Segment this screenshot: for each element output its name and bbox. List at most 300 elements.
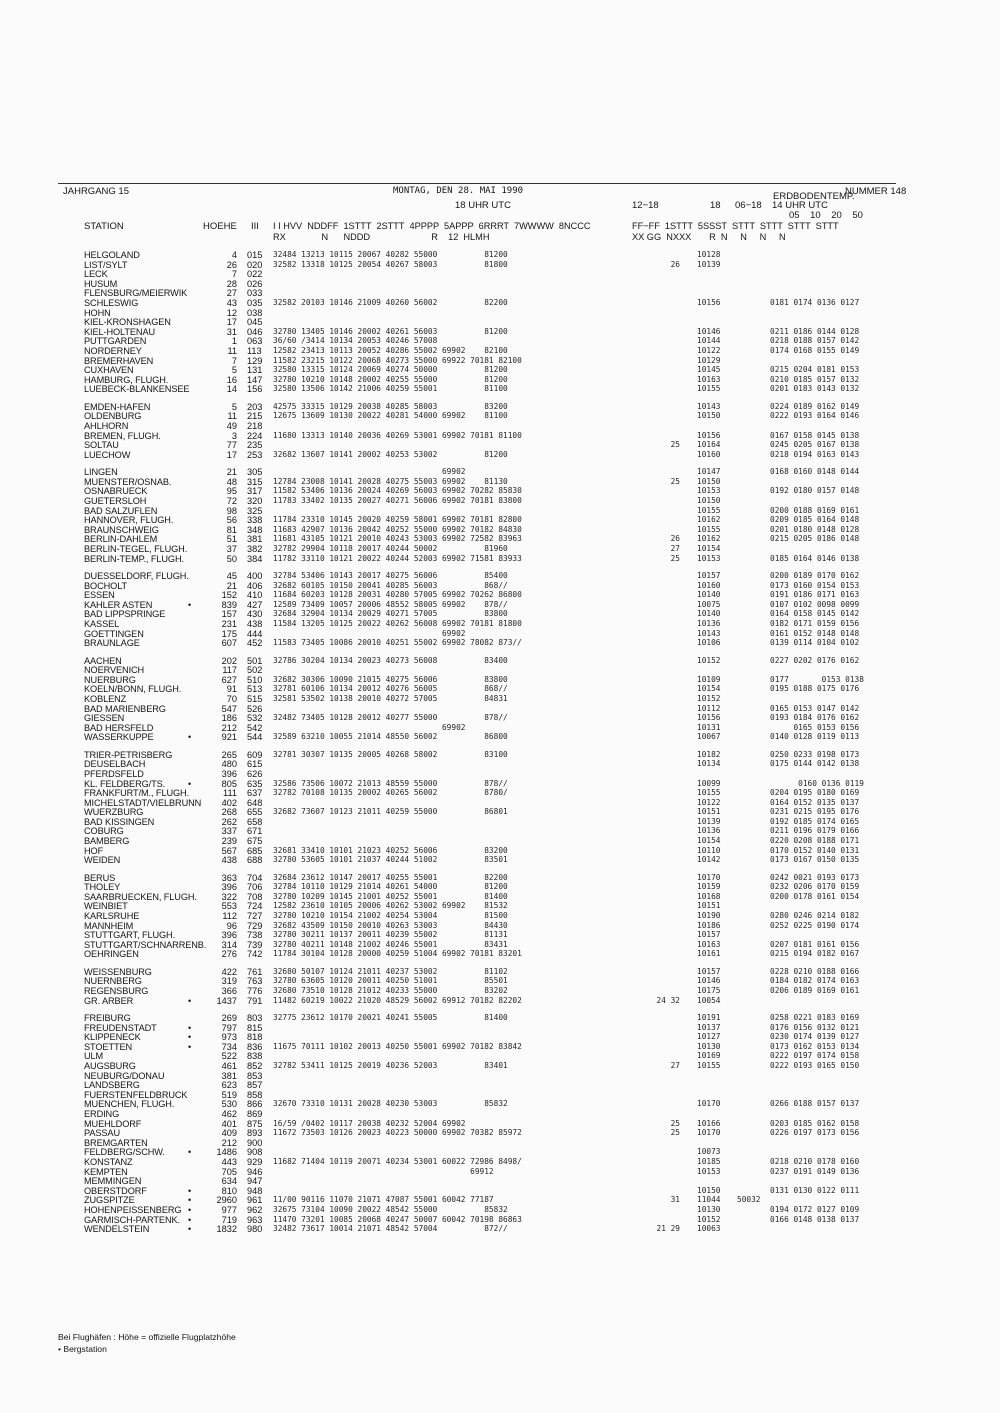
- station-name: WUERZBURG: [84, 807, 144, 818]
- mountain-station-bullet: •: [188, 995, 192, 1006]
- station-name: BAD MARIENBERG: [84, 703, 166, 714]
- max-temp-group: 10147: [697, 467, 721, 477]
- station-elevation: 152: [221, 590, 237, 601]
- synop-groups: 32684 23612 10147 20017 40255 55001 82200: [273, 872, 508, 882]
- max-temp-group: 10153: [697, 553, 721, 563]
- max-temp-group: 10156: [697, 297, 721, 307]
- max-temp-group: 10186: [697, 920, 721, 930]
- station-id: 156: [247, 384, 263, 395]
- station-elevation: 973: [221, 1032, 237, 1043]
- extreme-temps: 24 32: [656, 995, 680, 1005]
- station-name: LUECHOW: [84, 449, 131, 460]
- table-row: [0, 986, 1000, 996]
- station-elevation: 231: [221, 618, 237, 629]
- max-temp-group: 10112: [697, 703, 721, 713]
- station-id: 131: [247, 365, 263, 376]
- station-elevation: 1437: [216, 995, 237, 1006]
- table-row: [0, 619, 1000, 629]
- station-id: 739: [247, 939, 263, 950]
- extreme-temps: 26: [670, 534, 680, 544]
- station-id: 962: [247, 1204, 263, 1215]
- station-elevation: 27: [226, 288, 237, 299]
- earth-temperatures: 0228 0210 0188 0166: [770, 966, 860, 976]
- station-name: TRIER-PETRISBERG: [84, 749, 173, 760]
- earth-temperatures: 0220 0208 0188 0171: [770, 836, 860, 846]
- station-id: 615: [247, 759, 263, 770]
- station-name: BAD SALZUFLEN: [84, 505, 158, 516]
- table-row: [0, 817, 1000, 827]
- table-row: [0, 1119, 1000, 1129]
- max-temp-group: 10073: [697, 1147, 721, 1157]
- synop-groups: 32782 70108 10135 20002 40265 56002 8780/: [273, 788, 508, 798]
- station-elevation: 212: [221, 722, 237, 733]
- extreme-temps: 25: [670, 476, 680, 486]
- station-id: 406: [247, 580, 263, 591]
- table-row: [0, 1186, 1000, 1196]
- station-name: BAD HERSFELD: [84, 722, 154, 733]
- earth-temp-time: 14 UHR UTC: [772, 200, 828, 211]
- table-row: [0, 581, 1000, 591]
- station-id: 026: [247, 278, 263, 289]
- station-name: BERLIN-DAHLEM: [84, 534, 158, 545]
- synop-groups: 36/60 /3414 10134 20053 40246 57008: [273, 336, 438, 346]
- code-header-2: RX N NDDD R 12 HLMH: [273, 232, 490, 242]
- station-elevation: 96: [226, 920, 237, 931]
- station-elevation: 91: [226, 684, 237, 695]
- max-temp-group: 10153: [697, 486, 721, 496]
- station-elevation: 186: [221, 713, 237, 724]
- table-row: [0, 656, 1000, 666]
- station-elevation: 977: [221, 1204, 237, 1215]
- earth-temperatures: 0218 0188 0157 0142: [770, 336, 860, 346]
- station-id: 438: [247, 618, 263, 629]
- synop-groups: 11482 60219 10022 21020 48529 56002 69912 70182 82202: [273, 995, 522, 1005]
- max-temp-group: 10154: [697, 684, 721, 694]
- earth-temperatures: 0227 0202 0176 0162: [770, 655, 860, 665]
- max-temp-group: 10157: [697, 966, 721, 976]
- synop-groups: 32780 63605 10120 20011 40250 51001 85501: [273, 976, 508, 986]
- max-temp-group: 10160: [697, 580, 721, 590]
- station-id: 609: [247, 749, 263, 760]
- station-name: KOELN/BONN, FLUGH.: [84, 684, 182, 695]
- station-elevation: 462: [221, 1109, 237, 1120]
- station-group: [0, 571, 1000, 648]
- station-name: MUENCHEN, FLUGH.: [84, 1099, 175, 1110]
- max-temp-group: 10155: [697, 788, 721, 798]
- station-elevation: 547: [221, 703, 237, 714]
- station-id: 382: [247, 543, 263, 554]
- synop-groups: 11681 43105 10121 20010 40243 53003 69902 72582 83963: [273, 534, 522, 544]
- station-table: [0, 250, 1000, 1242]
- station-id: 320: [247, 495, 263, 506]
- station-id: 513: [247, 684, 263, 695]
- station-elevation: 522: [221, 1051, 237, 1062]
- synop-groups: 32484 13213 10115 20067 40282 55000 81200: [273, 250, 508, 259]
- synop-groups: 16/59 /0402 10117 20038 40232 52004 69902: [273, 1118, 466, 1128]
- station-id: 929: [247, 1157, 263, 1167]
- station-name: ESSEN: [84, 590, 115, 601]
- earth-temperatures: 0173 0162 0153 0134: [770, 1041, 860, 1051]
- table-row: [0, 431, 1000, 441]
- station-elevation: 402: [221, 797, 237, 808]
- mountain-station-bullet: •: [188, 1032, 192, 1043]
- station-id: 501: [247, 655, 263, 666]
- mountain-station-bullet: •: [188, 599, 192, 610]
- earth-temperatures: 0175 0144 0142 0138: [770, 759, 860, 769]
- earth-temperatures: 0176 0156 0132 0121: [770, 1022, 860, 1032]
- earth-temperatures: 0107 0102 0098 0099: [770, 599, 860, 609]
- earth-temp-title: ERDBODENTEMP.: [773, 191, 855, 202]
- table-row: [0, 892, 1000, 902]
- station-name: DEUSELBACH: [84, 759, 146, 770]
- max-temp-group: 10140: [697, 590, 721, 600]
- station-elevation: 262: [221, 816, 237, 827]
- earth-temperatures: 0211 0196 0179 0166: [770, 826, 860, 836]
- station-name: BREMGARTEN: [84, 1137, 148, 1148]
- station-name: COBURG: [84, 826, 124, 837]
- table-row: [0, 1167, 1000, 1177]
- station-name: SAARBRUECKEN, FLUGH.: [84, 891, 197, 902]
- table-row: [0, 713, 1000, 723]
- station-name: MICHELSTADT/VIELBRUNN: [84, 797, 202, 808]
- max-temp-group: 10150: [697, 1185, 721, 1195]
- station-elevation: 2960: [216, 1195, 237, 1206]
- mountain-station-bullet: •: [188, 1041, 192, 1052]
- station-id: 658: [247, 816, 263, 827]
- station-elevation: 26: [226, 259, 237, 270]
- station-group: [0, 873, 1000, 959]
- station-name: BERLIN-TEGEL, FLUGH.: [84, 543, 188, 554]
- table-row: [0, 534, 1000, 544]
- station-id: 033: [247, 288, 263, 299]
- mountain-station-bullet: •: [188, 778, 192, 789]
- station-elevation: 157: [221, 609, 237, 620]
- max-temp-group: 10054: [697, 995, 721, 1005]
- station-elevation: 337: [221, 826, 237, 837]
- station-name: OLDENBURG: [84, 411, 142, 422]
- station-name: HANNOVER, FLUGH.: [84, 515, 174, 526]
- station-id: 444: [247, 628, 263, 639]
- max-temp-group: 10154: [697, 543, 721, 553]
- code-header-1: I I HVV NDDFF 1STTT 2STTT 4PPPP 5APPP 6RRRT 7WWWW 8NCCC: [273, 221, 591, 231]
- earth-temperatures: 0174 0168 0155 0149: [770, 345, 860, 355]
- synop-groups: 32780 13405 10146 20002 40261 56003 81200: [273, 326, 508, 336]
- station-id: 980: [247, 1224, 263, 1235]
- station-name: NORDERNEY: [84, 345, 142, 356]
- station-name: HOF: [84, 845, 104, 856]
- extreme-temps: 27: [670, 1061, 680, 1071]
- station-elevation: 269: [221, 1013, 237, 1024]
- extreme-temps: 26: [670, 259, 680, 269]
- extreme-temps: 31: [670, 1195, 680, 1205]
- station-name: HOHENPEISSENBERG: [84, 1204, 182, 1215]
- station-id: 908: [247, 1147, 263, 1158]
- station-elevation: 50: [226, 553, 237, 564]
- station-name: LANDSBERG: [84, 1080, 140, 1091]
- station-elevation: 7: [231, 355, 237, 366]
- earth-temperatures: 0181 0174 0136 0127: [770, 297, 860, 307]
- station-name: MUEHLDORF: [84, 1118, 142, 1129]
- table-row: [0, 704, 1000, 714]
- max-temp-group: 10166: [697, 1118, 721, 1128]
- table-row: [0, 807, 1000, 817]
- synop-groups: 32786 30204 10134 20023 40273 56008 83400: [273, 655, 508, 665]
- table-row: [0, 327, 1000, 337]
- max-temp-group: 10152: [697, 655, 721, 665]
- max-temp-group: 10162: [697, 534, 721, 544]
- max-temp-group: 10142: [697, 855, 721, 865]
- station-id: 724: [247, 901, 263, 912]
- max-temp-group: 10151: [697, 807, 721, 817]
- station-name: ULM: [84, 1051, 104, 1062]
- synop-groups: 32582 20103 10146 21009 40260 56002 82200: [273, 297, 508, 307]
- station-id: 015: [247, 250, 263, 260]
- earth-temperatures: 0192 0180 0157 0148: [770, 486, 860, 496]
- table-row: [0, 590, 1000, 600]
- station-id: 776: [247, 986, 263, 997]
- station-elevation: 422: [221, 966, 237, 977]
- station-name: CUXHAVEN: [84, 365, 134, 376]
- station-name: KAHLER ASTEN: [84, 599, 153, 610]
- max-temp-group: 10127: [697, 1032, 721, 1042]
- synop-groups: 32775 23612 10170 20021 40241 55005 81400: [273, 1013, 508, 1023]
- station-name: KOBLENZ: [84, 693, 127, 704]
- station-elevation: 1: [231, 336, 237, 347]
- footnote-mountain: • Bergstation: [58, 1344, 107, 1354]
- synop-groups: 32780 53605 10101 21037 40244 51002 83501: [273, 855, 508, 865]
- station-group: [0, 750, 1000, 865]
- station-id: 427: [247, 599, 263, 610]
- station-name: HUSUM: [84, 278, 118, 289]
- max-temp-group: 10129: [697, 355, 721, 365]
- table-row: [0, 1099, 1000, 1109]
- earth-temperatures: 0168 0160 0148 0144: [770, 467, 860, 477]
- station-name: FRANKFURT/M., FLUGH.: [84, 788, 190, 799]
- station-name: OBERSTDORF: [84, 1185, 147, 1196]
- station-elevation: 322: [221, 891, 237, 902]
- max-temp-group: 10099: [697, 778, 721, 788]
- synop-groups: 32680 50107 10124 21011 40237 53002 81102: [273, 966, 508, 976]
- table-row: [0, 1080, 1000, 1090]
- station-name: NEUBURG/DONAU: [84, 1070, 165, 1081]
- station-elevation: 461: [221, 1061, 237, 1072]
- table-row: [0, 1051, 1000, 1061]
- table-row: [0, 1205, 1000, 1215]
- station-group: [0, 250, 1000, 394]
- table-row: [0, 855, 1000, 865]
- synop-groups: 11682 71404 10119 20071 40234 53001 60022 72986 8498/: [273, 1157, 522, 1166]
- station-elevation: 719: [221, 1214, 237, 1225]
- issue-number: NUMMER 148: [845, 186, 907, 197]
- table-row: [0, 384, 1000, 394]
- max-temp-group: 10122: [697, 345, 721, 355]
- right-header-2: XX GG NXXX R N N N N: [632, 232, 786, 242]
- station-elevation: 734: [221, 1041, 237, 1052]
- station-id: 045: [247, 317, 263, 328]
- table-row: [0, 723, 1000, 733]
- earth-temperatures: 0165 0153 0156: [770, 722, 860, 732]
- table-row: [0, 826, 1000, 836]
- station-elevation: 45: [226, 570, 237, 581]
- station-elevation: 265: [221, 749, 237, 760]
- station-name: KIEL-KRONSHAGEN: [84, 317, 171, 328]
- synop-groups: 32482 73617 10014 21071 48542 57004 872//: [273, 1224, 508, 1234]
- station-id: 384: [247, 553, 263, 564]
- earth-temperatures: 0222 0193 0164 0146: [770, 411, 860, 421]
- synop-groups: 11783 33402 10135 20027 40271 56006 69902 70181 83800: [273, 495, 522, 505]
- earth-temperatures: 0206 0189 0169 0161: [770, 986, 860, 996]
- table-row: [0, 930, 1000, 940]
- table-row: [0, 298, 1000, 308]
- station-name: GIESSEN: [84, 713, 125, 724]
- station-id: 947: [247, 1176, 263, 1187]
- station-id: 893: [247, 1128, 263, 1139]
- max-temp-group: 10169: [697, 1051, 721, 1061]
- station-elevation: 28: [226, 278, 237, 289]
- station-name: AHLHORN: [84, 420, 129, 431]
- station-elevation: 111: [223, 788, 237, 799]
- station-name: BERUS: [84, 872, 116, 883]
- station-id: 675: [247, 836, 263, 847]
- table-row: [0, 1023, 1000, 1033]
- station-id: 544: [247, 732, 263, 743]
- table-row: [0, 375, 1000, 385]
- station-id: 542: [247, 722, 263, 733]
- hour-18: 18: [710, 200, 721, 211]
- station-name: LINGEN: [84, 467, 118, 478]
- earth-temperatures: 0232 0206 0170 0159: [770, 882, 860, 892]
- station-name: BOCHOLT: [84, 580, 128, 591]
- max-temp-group: 10075: [697, 599, 721, 609]
- table-row: [0, 600, 1000, 610]
- station-name: BERLIN-TEMP., FLUGH.: [84, 553, 184, 564]
- station-id: 502: [247, 665, 263, 676]
- table-row: [0, 694, 1000, 704]
- earth-temperatures: 0160 0136 0119: [770, 778, 864, 788]
- earth-temperatures: 0201 0180 0148 0128: [770, 524, 860, 534]
- earth-temperatures: 0164 0158 0145 0142: [770, 609, 860, 619]
- station-elevation: 21: [226, 467, 237, 478]
- station-name: KEMPTEN: [84, 1166, 128, 1177]
- synop-groups: 32581 53502 10138 20010 40272 57005 84831: [273, 693, 508, 703]
- synop-groups: 11784 23310 10145 20020 40259 58001 69902 70181 82800: [273, 515, 522, 525]
- max-temp-group: 10128: [697, 250, 721, 259]
- table-row: [0, 515, 1000, 525]
- earth-temperatures: 0165 0153 0147 0142: [770, 703, 860, 713]
- table-row: [0, 1224, 1000, 1234]
- station-name: KONSTANZ: [84, 1157, 133, 1167]
- synop-groups: 11582 53406 10136 20024 40269 56003 69902 70282 85830: [273, 486, 522, 496]
- max-temp-group: 10136: [697, 618, 721, 628]
- station-elevation: 381: [221, 1070, 237, 1081]
- table-row: [0, 779, 1000, 789]
- table-row: [0, 269, 1000, 279]
- max-temp-group: 10145: [697, 365, 721, 375]
- station-elevation: 530: [221, 1099, 237, 1110]
- mountain-station-bullet: •: [188, 1214, 192, 1225]
- table-row: [0, 477, 1000, 487]
- station-elevation: 567: [221, 845, 237, 856]
- synop-groups: 11584 13205 10125 20022 40262 56008 69902 70181 81800: [273, 618, 522, 628]
- max-temp-group: 10175: [697, 986, 721, 996]
- mountain-station-bullet: •: [188, 1224, 192, 1235]
- max-temp-group: 10106: [697, 638, 721, 648]
- table-row: [0, 506, 1000, 516]
- station-name: KIEL-HOLTENAU: [84, 326, 156, 337]
- synop-groups: 12675 13609 10130 20022 40281 54000 69902 81100: [273, 411, 508, 421]
- synop-groups: 11675 70111 10102 20013 40250 55001 69902 70182 83842: [273, 1041, 522, 1051]
- synop-groups: 32681 33410 10101 21023 40252 56006 83200: [273, 845, 508, 855]
- min-temp-group: 50032: [737, 1195, 761, 1205]
- synop-groups: 12784 23008 10141 20028 40275 55003 69902 81130: [273, 476, 508, 486]
- station-id: 763: [247, 976, 263, 987]
- station-elevation: 98: [226, 505, 237, 516]
- station-id: 038: [247, 307, 263, 318]
- table-row: [0, 571, 1000, 581]
- station-id: 961: [247, 1195, 263, 1206]
- station-name: FLENSBURG/MEIERWIK: [84, 288, 188, 299]
- table-row: [0, 976, 1000, 986]
- max-temp-group: 10150: [697, 495, 721, 505]
- synop-groups: 11684 60203 10128 20031 40280 57005 69902 70262 86800: [273, 590, 522, 600]
- station-id: 858: [247, 1089, 263, 1100]
- synop-groups: 11683 42907 10136 20042 40252 55000 69902 70182 84830: [273, 524, 522, 534]
- earth-temperatures: 0139 0114 0104 0102: [770, 638, 860, 648]
- station-elevation: 634: [221, 1176, 237, 1187]
- station-elevation: 268: [221, 807, 237, 818]
- station-name: PASSAU: [84, 1128, 120, 1139]
- station-id: 046: [247, 326, 263, 337]
- date-label: MONTAG, DEN 28. MAI 1990: [393, 186, 524, 196]
- station-name: MUENSTER/OSNAB.: [84, 476, 172, 487]
- station-name: PFERDSFELD: [84, 768, 144, 779]
- period-12-18: 12−18: [632, 200, 659, 211]
- synop-groups: 32780 10209 10145 21001 40252 55001 81400: [273, 891, 508, 901]
- earth-temperatures: 0191 0186 0171 0163: [770, 590, 860, 600]
- table-row: [0, 846, 1000, 856]
- table-row: [0, 336, 1000, 346]
- table-row: [0, 402, 1000, 412]
- station-name: MANNHEIM: [84, 920, 134, 931]
- table-row: [0, 450, 1000, 460]
- station-elevation: 401: [221, 1118, 237, 1129]
- synop-groups: 32580 13506 10142 21006 40259 55001 81100: [273, 384, 508, 394]
- earth-temperatures: 0250 0233 0198 0173: [770, 749, 860, 759]
- earth-temperatures: 0185 0164 0146 0138: [770, 553, 860, 563]
- station-id: 400: [247, 570, 263, 581]
- station-elevation: 396: [221, 768, 237, 779]
- max-temp-group: 10130: [697, 1204, 721, 1214]
- max-temp-group: 10067: [697, 732, 721, 742]
- synop-groups: 69902: [273, 467, 466, 477]
- station-id: 869: [247, 1109, 263, 1120]
- synop-groups: 32682 13607 10141 20002 40253 53002 81200: [273, 449, 508, 459]
- station-id: 325: [247, 505, 263, 516]
- col-station: STATION: [84, 221, 124, 232]
- table-row: [0, 260, 1000, 270]
- synop-groups: 32589 63210 10055 21014 48550 56002 86800: [273, 732, 508, 742]
- synop-groups: 32784 53406 10143 20017 40275 56006 85400: [273, 570, 508, 580]
- max-temp-group: 10150: [697, 411, 721, 421]
- station-name: ERDING: [84, 1109, 120, 1120]
- extreme-temps: 25: [670, 1128, 680, 1138]
- max-temp-group: 10146: [697, 976, 721, 986]
- station-id: 866: [247, 1099, 263, 1110]
- station-id: 022: [247, 269, 263, 280]
- max-temp-group: 10150: [697, 476, 721, 486]
- station-id: 235: [247, 440, 263, 451]
- max-temp-group: 10136: [697, 826, 721, 836]
